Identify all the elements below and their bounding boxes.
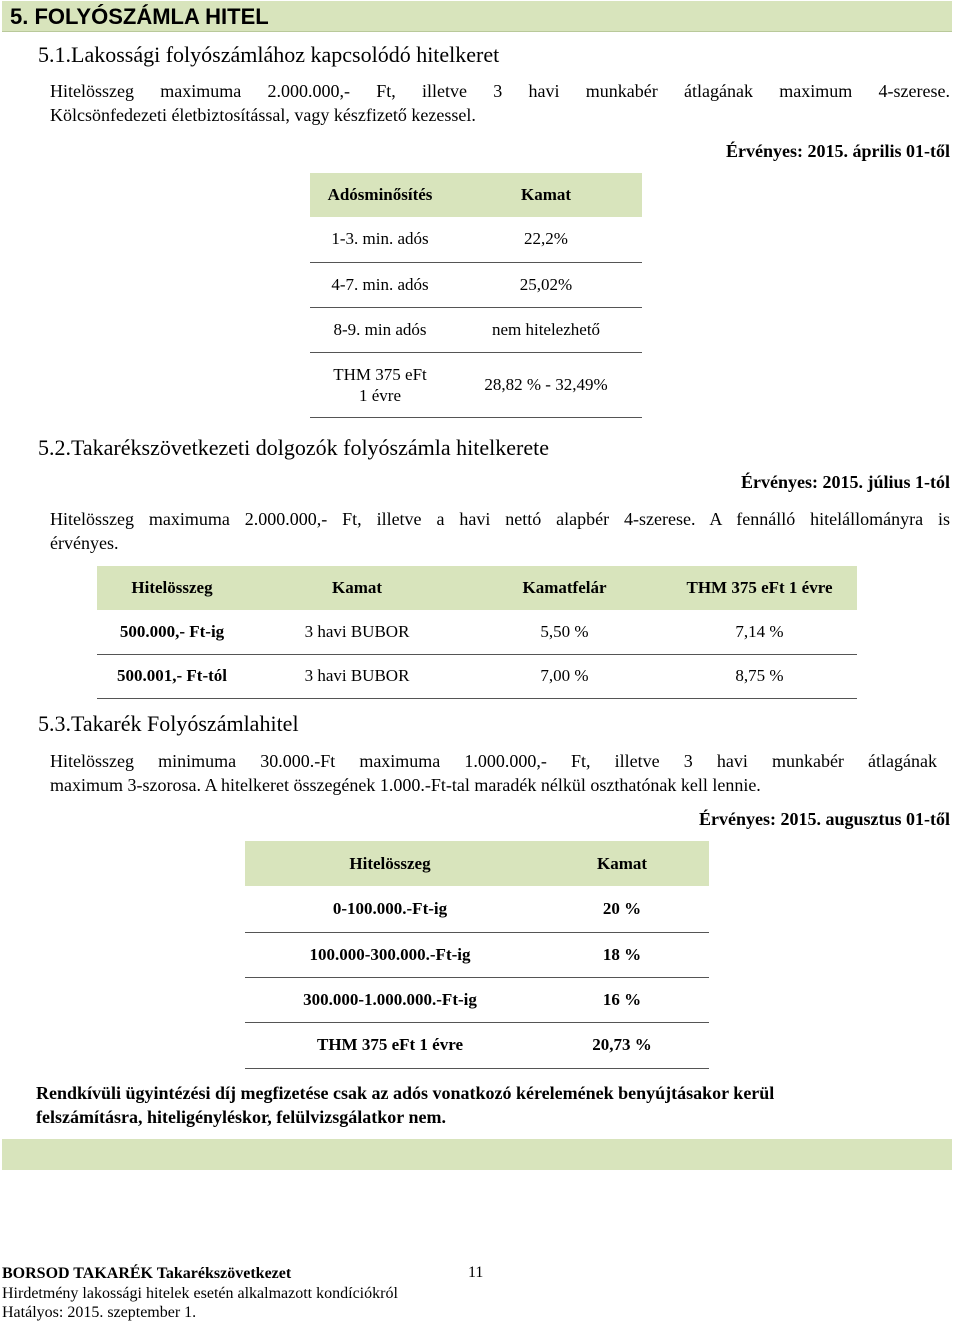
header-kamat: Kamat [450,173,642,217]
cell-rating: 4-7. min. adós [310,262,450,307]
header-hitelosszeg: Hitelösszeg [97,566,247,610]
cell-thm-value: 20,73 % [535,1022,709,1068]
s53-text-line2: maximum 3-szorosa. A hitelkeret összegének 1.000.-Ft-tal maradék nélkül oszthatónak kell lennie. [50,775,761,795]
s52-rate-table [97,566,857,699]
cell-rate: 25,02% [450,262,642,307]
cell-thm-label: THM 375 eFt 1 évre [245,1022,535,1068]
table-row [97,610,857,654]
table-row [245,886,709,932]
cell-amount: 100.000-300.000.-Ft-ig [245,932,535,977]
cell-rate: 16 % [535,977,709,1022]
s53-text-line1: Hitelösszeg minimuma 30.000.-Ft maximuma 1.000.000,- Ft, illetve 3 havi munkabér átlagának [50,751,937,771]
table-row [310,307,642,352]
footer-effective: Hatályos: 2015. szeptember 1. [2,1304,197,1321]
table-header-row [310,173,642,217]
fee-note-line2: felszámításra, hiteligényléskor, felülvizsgálatkor nem. [36,1107,446,1127]
s51-text-line1: Hitelösszeg maximuma 2.000.000,- Ft, illetve 3 havi munkabér átlagának maximum 4-szerese. [50,81,950,101]
fee-note-line1: Rendkívüli ügyintézési díj megfizetése csak az adós vonatkozó kérelemének benyújtásakor kerül [36,1083,775,1103]
cell-thm-label [310,352,450,417]
cell-margin: 5,50 % [467,610,662,654]
cell-thm: 8,75 % [662,654,857,698]
section-5-header [2,1,952,32]
s51-validity: Érvényes: 2015. április 01-től [726,141,950,161]
table-header-row [97,566,857,610]
table-row-thm [245,1022,709,1068]
header-kamat: Kamat [535,841,709,886]
section-5-3-title: 5.3.Takarék Folyószámlahitel [38,711,299,736]
cell-rate: 3 havi BUBOR [247,610,467,654]
header-kamatfelar: Kamatfelár [467,566,662,610]
cell-amount: 0-100.000.-Ft-ig [245,886,535,932]
table-row [245,977,709,1022]
s52-text-line1: Hitelösszeg maximuma 2.000.000,- Ft, illetve a havi nettó alapbér 4-szerese. A fennálló hitelállományra is [50,509,950,529]
table-row [245,932,709,977]
table-row [310,262,642,307]
s52-text-line2: érvényes. [50,533,119,553]
footer-doc-title: Hirdetmény lakossági hitelek esetén alkalmazott kondíciókról [2,1285,398,1302]
s51-text-line2: Kölcsönfedezeti életbiztosítással, vagy készfizető kezessel. [50,105,476,125]
cell-rating: 8-9. min adós [310,307,450,352]
table-row-thm [310,352,642,417]
table-row [97,654,857,698]
s52-validity: Érvényes: 2015. július 1-tól [741,472,950,492]
thm-label-line1: THM 375 eFt [333,364,427,384]
cell-rating: 1-3. min. adós [310,217,450,262]
cell-rate: 18 % [535,932,709,977]
s51-rate-table [310,173,642,418]
s53-rate-table [245,841,709,1069]
cell-thm-value: 28,82 % - 32,49% [450,352,642,417]
cell-rate: 22,2% [450,217,642,262]
cell-rate: 3 havi BUBOR [247,654,467,698]
cell-thm: 7,14 % [662,610,857,654]
section-5-2-title: 5.2.Takarékszövetkezeti dolgozók folyószámla hitelkerete [38,435,549,460]
section-5-1-title: 5.1.Lakossági folyószámlához kapcsolódó hitelkeret [38,42,500,67]
cell-amount: 500.001,- Ft-tól [97,654,247,698]
s53-validity: Érvényes: 2015. augusztus 01-től [699,809,950,829]
cell-rate: nem hitelezhető [450,307,642,352]
cell-margin: 7,00 % [467,654,662,698]
header-kamat: Kamat [247,566,467,610]
table-row [310,217,642,262]
table-header-row [245,841,709,886]
header-hitelosszeg: Hitelösszeg [245,841,535,886]
footer-page-number: 11 [468,1264,484,1281]
bottom-band [2,1139,952,1170]
header-adosminosites: Adósminősítés [310,173,450,217]
thm-label-line2: 1 évre [358,385,401,405]
cell-rate: 20 % [535,886,709,932]
header-thm: THM 375 eFt 1 évre [662,566,857,610]
cell-amount: 300.000-1.000.000.-Ft-ig [245,977,535,1022]
cell-amount: 500.000,- Ft-ig [97,610,247,654]
footer-org: BORSOD TAKARÉK Takarékszövetkezet [2,1265,292,1282]
section-5-title: 5. FOLYÓSZÁMLA HITEL [10,4,269,29]
